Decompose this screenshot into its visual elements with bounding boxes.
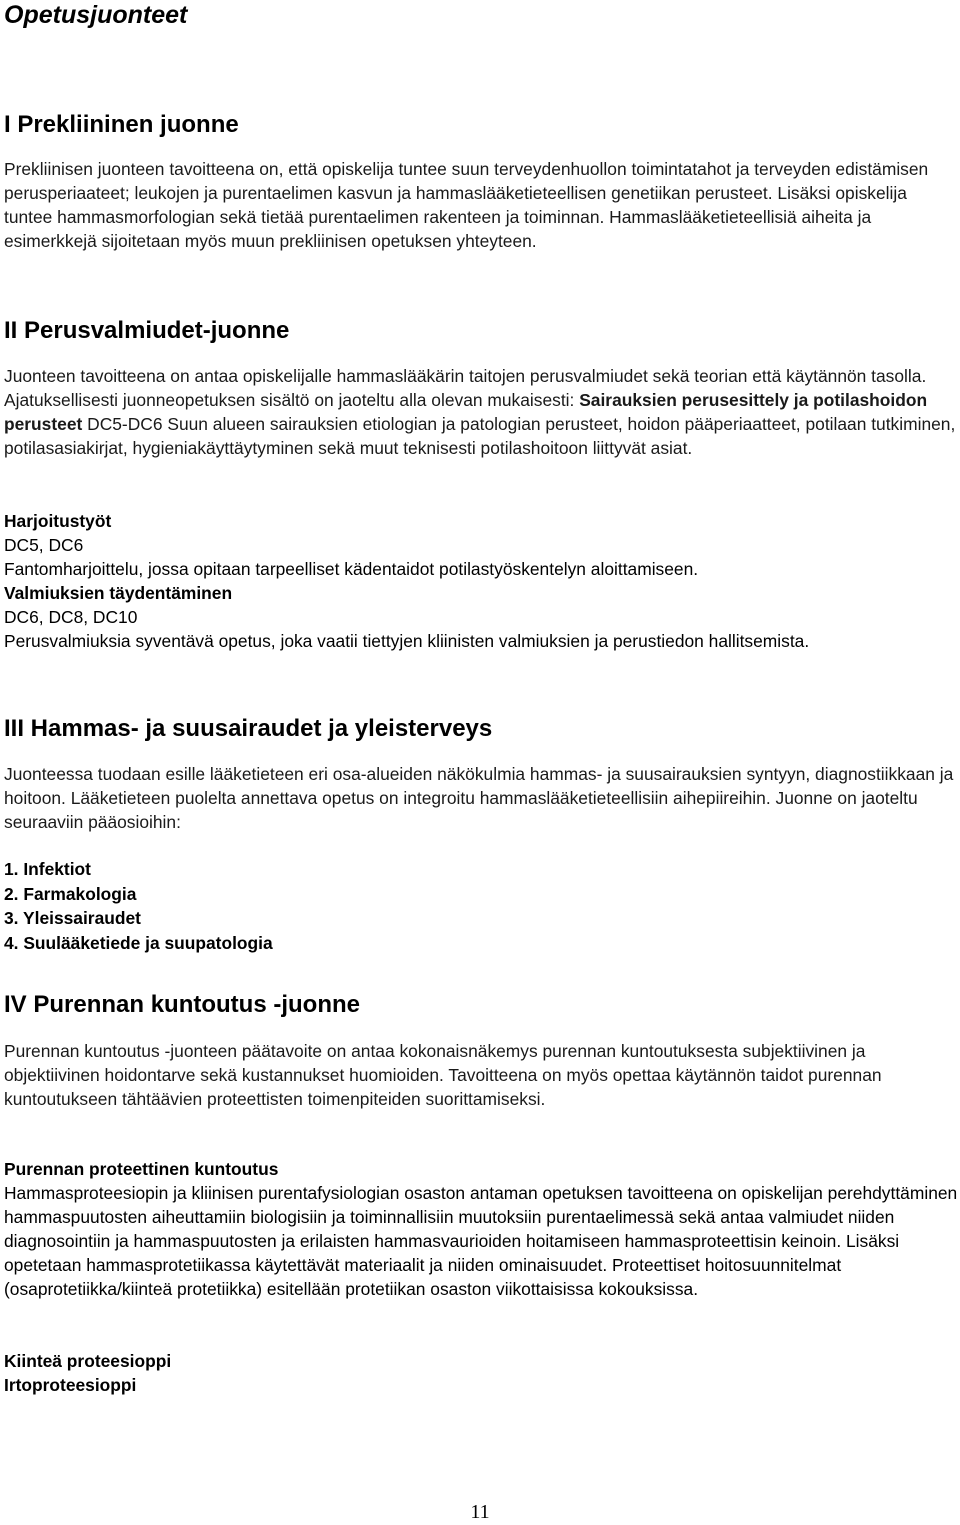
section-2-heading: II Perusvalmiudet-juonne bbox=[4, 317, 290, 344]
list-item: 3. Yleissairaudet bbox=[4, 908, 141, 928]
kiintea-label: Kiinteä proteesioppi bbox=[4, 1351, 172, 1371]
list-item: 1. Infektiot bbox=[4, 859, 91, 879]
section-4-body: Purennan kuntoutus -juonteen päätavoite on antaa kokonaisnäkemys purennan kuntoutuksesta subjektiivinen ja objektiivinen hoidontarve sekä kustannukset huomioiden. Tavoitteena on myös opettaa käytännön taidot purennan kuntoutukseen tähtäävien proteettisten toimenpiteiden suorittamiseksi. bbox=[4, 1041, 882, 1109]
section-1-heading: I Prekliininen juonne bbox=[4, 111, 239, 138]
section-4-sub-label: Purennan proteettinen kuntoutus bbox=[4, 1159, 279, 1179]
harjoitustyot-text: Fantomharjoittelu, jossa opitaan tarpeelliset kädentaidot potilastyöskentelyn aloittamiseen. bbox=[4, 559, 699, 579]
harjoitustyot-label: Harjoitustyöt bbox=[4, 511, 112, 531]
harjoitustyot-codes: DC5, DC6 bbox=[4, 535, 84, 555]
section-4-heading: IV Purennan kuntoutus -juonne bbox=[4, 991, 360, 1018]
section-1-body: Prekliinisen juonteen tavoitteena on, että opiskelija tuntee suun terveydenhuollon toimintatahot ja terveyden edistämisen perusperiaateet; leukojen ja purentaelimen kasvun ja hammaslääketieteellisen genetiikan perusteet. Lisäksi opiskelija tuntee hammasmorfologian sekä tietää purentaelimen rakenteen ja toiminnan. Hammaslääketieteellisiä aiheita ja esimerkkejä sijoitetaan myös muun prekliinisen opetuksen yhteyteen. bbox=[4, 159, 929, 251]
section-2-body-bold: Sairauksien perusesittely ja potilashoidon perusteet bbox=[4, 390, 928, 434]
section-2-body-b: Ajatuksellisesti juonneopetuksen sisältö on jaoteltu alla olevan mukaisesti: bbox=[4, 390, 575, 410]
section-3-list bbox=[4, 857, 273, 955]
section-3-body: Juonteessa tuodaan esille lääketieteen eri osa-alueiden näkökulmia hammas- ja suusairauksien syntyyn, diagnostiikkaan ja hoitoon. Lääketieteen puolelta annettava opetus on integroitu hammaslääketieteellisiin aihepiireihin. Juonne on jaoteltu seuraaviin pääosioihin: bbox=[4, 764, 954, 832]
valmiuksien-label: Valmiuksien täydentäminen bbox=[4, 583, 233, 603]
list-item: 2. Farmakologia bbox=[4, 883, 137, 904]
section-2-body bbox=[4, 364, 959, 460]
valmiuksien-codes: DC6, DC8, DC10 bbox=[4, 607, 138, 627]
irto-label: Irtoproteesioppi bbox=[4, 1375, 137, 1395]
section-2-body-a: Juonteen tavoitteena on antaa opiskelijalle hammaslääkärin taitojen perusvalmiudet sekä teorian että käytännön tasolla. bbox=[4, 366, 927, 386]
list-item: 4. Suulääketiede ja suupatologia bbox=[4, 932, 273, 953]
page-number: 11 bbox=[470, 1501, 490, 1523]
section-4-sub-text: Hammasproteesiopin ja kliinisen purentafysiologian osaston antaman opetuksen tavoitteena on opiskelijan perehdyttäminen hammaspuutosten aiheuttamiin biologisiin ja toiminnallisiin muutoksiin purentaelimessä sekä antaa valmiudet niiden diagnosointiin ja hammaspuutosten ja erilaisten hammasvaurioiden hoitamiseen hammasproteettisin keinoin. Lisäksi opetetaan hammasprotetiikassa käytettävät materiaalit ja niiden ominaisuudet. Proteettiset hoitosuunnitelmat (osaprotetiikka/kiinteä protetiikka) esitellään protetiikan osaston viikottaisissa kokouksissa. bbox=[4, 1183, 958, 1299]
section-3-heading: III Hammas- ja suusairaudet ja yleisterveys bbox=[4, 715, 493, 742]
section-2-body-c: DC5-DC6 Suun alueen sairauksien etiologian ja patologian perusteet, hoidon pääperiaatteet, potilaan tutkiminen, potilasasiakirjat, hygieniakäyttäytyminen sekä muut teknisesti potilashoitoon liittyvät asiat. bbox=[4, 414, 956, 458]
document-title: Opetusjuonteet bbox=[4, 1, 188, 29]
valmiuksien-text: Perusvalmiuksia syventävä opetus, joka vaatii tiettyjen kliinisten valmiuksien ja perustiedon hallitsemista. bbox=[4, 631, 810, 651]
